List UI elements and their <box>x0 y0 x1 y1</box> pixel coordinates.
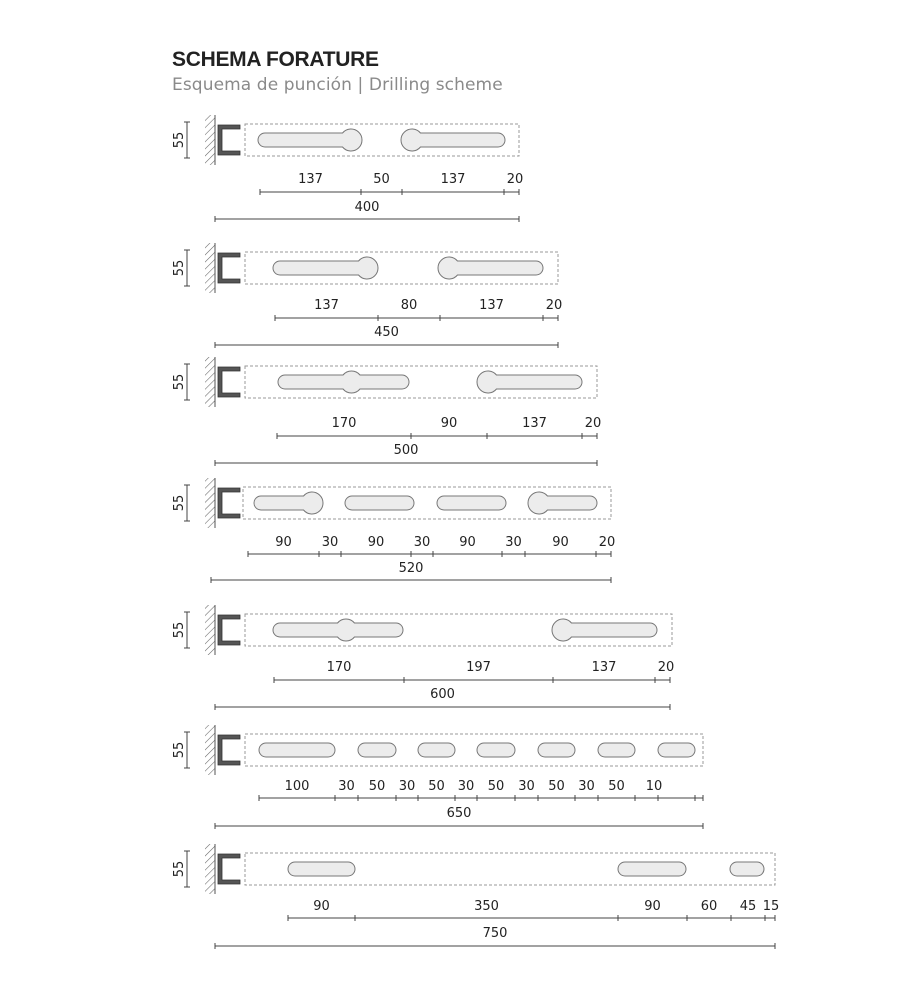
total-length-label: 450 <box>374 325 399 340</box>
bracket-profile-icon <box>218 615 240 645</box>
rail-diagram-450 <box>172 243 562 348</box>
slot <box>618 862 686 876</box>
rail-diagram-750 <box>172 844 779 949</box>
dimension-label: 50 <box>368 779 386 794</box>
dimension-label: 30 <box>578 779 595 794</box>
wall-hatch <box>205 243 215 293</box>
keyhole-slot-outline <box>258 129 362 151</box>
slot <box>288 862 355 876</box>
rail-diagram-500 <box>172 357 601 466</box>
height-label: 55 <box>172 373 187 391</box>
dimension-label: 137 <box>440 172 466 187</box>
dimension-label: 30 <box>505 535 522 550</box>
keyhole-slot <box>552 619 657 641</box>
keyhole-slot <box>401 129 505 151</box>
height-label: 55 <box>172 860 187 878</box>
dimension-label: 90 <box>552 535 569 550</box>
keyhole-slot <box>254 492 323 514</box>
wall-hatch <box>205 605 215 655</box>
center-bulb-slot-outline <box>278 371 409 393</box>
dimension-label: 90 <box>275 535 292 550</box>
slot <box>437 496 506 510</box>
slot <box>345 496 414 510</box>
slot <box>538 743 575 757</box>
height-label: 55 <box>172 131 187 149</box>
total-length-label: 650 <box>446 806 472 821</box>
dimension-label: 20 <box>598 535 616 550</box>
wall-hatch <box>205 844 215 894</box>
dimension-label: 90 <box>440 416 458 431</box>
dimension-label: 137 <box>314 298 339 313</box>
dimension-label: 170 <box>331 416 357 431</box>
slot <box>259 743 335 757</box>
slot <box>358 743 396 757</box>
bracket-profile-icon <box>218 488 240 518</box>
dimension-label: 20 <box>657 660 675 675</box>
dimension-label: 30 <box>457 779 475 794</box>
dimension-label: 30 <box>413 535 431 550</box>
slot <box>477 743 515 757</box>
wall-hatch <box>205 115 215 165</box>
keyhole-slot-outline <box>528 492 597 514</box>
keyhole-slot-outline <box>477 371 582 393</box>
keyhole-slot <box>528 492 597 514</box>
total-length-label: 400 <box>354 200 380 215</box>
height-label: 55 <box>172 621 187 639</box>
height-label: 55 <box>172 494 187 512</box>
keyhole-slot-outline <box>552 619 657 641</box>
keyhole-slot <box>258 129 362 151</box>
dimension-label: 90 <box>313 899 330 914</box>
dimension-label: 137 <box>591 660 617 675</box>
dimension-label: 90 <box>367 535 385 550</box>
height-label: 55 <box>172 741 187 759</box>
keyhole-slot-outline <box>438 257 543 279</box>
total-length-label: 750 <box>482 926 508 941</box>
total-length-label: 520 <box>398 561 424 576</box>
wall-hatch <box>205 357 215 407</box>
dimension-label: 50 <box>428 779 445 794</box>
center-bulb-slot-outline <box>273 619 403 641</box>
dimension-label: 197 <box>466 660 491 675</box>
rail-diagram-520 <box>172 478 615 583</box>
dimension-label: 80 <box>400 298 418 313</box>
wall-hatch <box>205 478 215 528</box>
dimension-label: 60 <box>700 899 718 914</box>
keyhole-slot-outline <box>401 129 505 151</box>
dimension-label: 30 <box>338 779 355 794</box>
dimension-label: 50 <box>373 172 390 187</box>
dimension-label: 50 <box>548 779 565 794</box>
rail-diagram-600 <box>172 605 674 710</box>
slot <box>658 743 695 757</box>
dimension-label: 50 <box>608 779 625 794</box>
dimension-label: 45 <box>739 899 757 914</box>
slot <box>418 743 455 757</box>
keyhole-slot <box>273 257 378 279</box>
total-length-label: 500 <box>393 443 419 458</box>
dimension-label: 137 <box>479 298 504 313</box>
bracket-profile-icon <box>218 367 240 397</box>
slot <box>598 743 635 757</box>
dimension-label: 30 <box>518 779 535 794</box>
dimension-label: 10 <box>645 779 663 794</box>
dimension-label: 20 <box>545 298 563 313</box>
dimension-label: 20 <box>584 416 602 431</box>
wall-hatch <box>205 725 215 775</box>
rail-diagram-400 <box>172 115 523 222</box>
keyhole-slot <box>438 257 543 279</box>
dimension-label: 170 <box>326 660 352 675</box>
dimension-label: 30 <box>321 535 339 550</box>
dimension-label: 90 <box>644 899 661 914</box>
dimension-label: 50 <box>487 779 505 794</box>
dimension-label: 30 <box>398 779 416 794</box>
dimension-label: 90 <box>459 535 476 550</box>
keyhole-slot-outline <box>273 257 378 279</box>
bracket-profile-icon <box>218 735 240 765</box>
keyhole-slot <box>477 371 582 393</box>
total-length-label: 600 <box>430 687 455 702</box>
dimension-label: 137 <box>298 172 323 187</box>
dimension-label: 15 <box>762 899 780 914</box>
center-bulb-slot <box>278 371 409 393</box>
dimension-label: 350 <box>474 899 499 914</box>
dimension-label: 20 <box>506 172 524 187</box>
page-title: SCHEMA FORATURE <box>172 48 379 71</box>
page-subtitle: Esquema de punción | Drilling scheme <box>172 75 503 95</box>
dimension-label: 137 <box>522 416 547 431</box>
bracket-profile-icon <box>218 253 240 283</box>
dimension-label: 100 <box>284 779 310 794</box>
bracket-profile-icon <box>218 125 240 155</box>
rail-diagram-650 <box>172 725 703 829</box>
height-label: 55 <box>172 259 187 277</box>
keyhole-slot-outline <box>254 492 323 514</box>
bracket-profile-icon <box>218 854 240 884</box>
center-bulb-slot <box>273 619 403 641</box>
slot <box>730 862 764 876</box>
